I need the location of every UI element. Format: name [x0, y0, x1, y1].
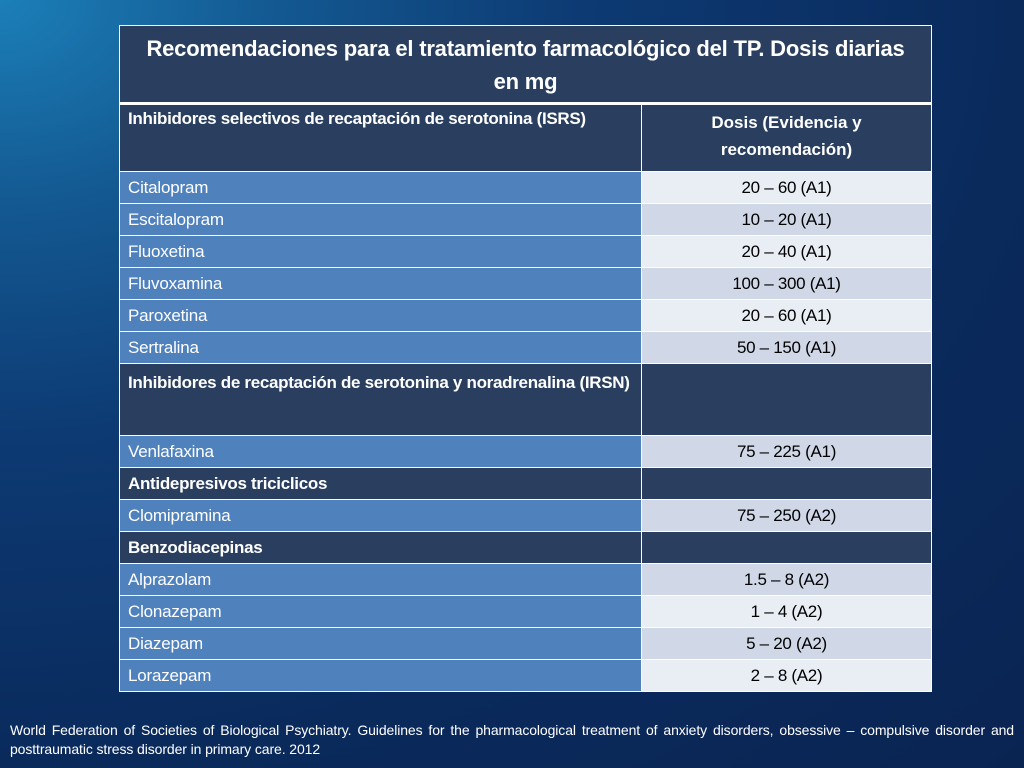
drug-name: Diazepam	[120, 628, 642, 660]
header-row	[120, 104, 932, 172]
title-row	[120, 26, 932, 104]
drug-dose: 100 – 300 (A1)	[642, 268, 932, 300]
drug-dose: 2 – 8 (A2)	[642, 660, 932, 692]
category-empty-cell	[642, 468, 932, 500]
drug-dose: 20 – 60 (A1)	[642, 300, 932, 332]
drug-dose: 20 – 60 (A1)	[642, 172, 932, 204]
drug-name: Clomipramina	[120, 500, 642, 532]
drug-name: Escitalopram	[120, 204, 642, 236]
table-row	[120, 236, 932, 268]
table-row	[120, 500, 932, 532]
drug-dose: 20 – 40 (A1)	[642, 236, 932, 268]
header-category: Inhibidores selectivos de recaptación de serotonina (ISRS)	[120, 104, 642, 172]
drug-name: Lorazepam	[120, 660, 642, 692]
category-label-tca: Antidepresivos triciclicos	[120, 468, 642, 500]
table-row	[120, 564, 932, 596]
table-row	[120, 332, 932, 364]
category-empty-cell	[642, 532, 932, 564]
drug-dose: 75 – 225 (A1)	[642, 436, 932, 468]
table-row	[120, 204, 932, 236]
table-row	[120, 268, 932, 300]
category-label-bzd: Benzodiacepinas	[120, 532, 642, 564]
citation-text: World Federation of Societies of Biological Psychiatry. Guidelines for the pharmacological treatment of anxiety disorders, obsessive – compulsive disorder and posttraumatic stress disorder in primary care. 2012	[10, 722, 1014, 757]
drug-name: Fluoxetina	[120, 236, 642, 268]
category-label-irsn: Inhibidores de recaptación de serotonina y noradrenalina (IRSN)	[120, 364, 642, 436]
table-row	[120, 172, 932, 204]
header-dose: Dosis (Evidencia y recomendación)	[642, 104, 932, 172]
table-row	[120, 436, 932, 468]
dosage-table-container	[119, 25, 931, 692]
table-title: Recomendaciones para el tratamiento farmacológico del TP. Dosis diarias en mg	[120, 26, 932, 104]
category-row-tca	[120, 468, 932, 500]
drug-dose: 1 – 4 (A2)	[642, 596, 932, 628]
drug-dose: 1.5 – 8 (A2)	[642, 564, 932, 596]
table-row	[120, 628, 932, 660]
drug-dose: 75 – 250 (A2)	[642, 500, 932, 532]
category-row-bzd	[120, 532, 932, 564]
drug-name: Venlafaxina	[120, 436, 642, 468]
category-row-irsn	[120, 364, 932, 436]
drug-dose: 50 – 150 (A1)	[642, 332, 932, 364]
drug-name: Fluvoxamina	[120, 268, 642, 300]
table-row	[120, 300, 932, 332]
drug-name: Clonazepam	[120, 596, 642, 628]
drug-dose: 5 – 20 (A2)	[642, 628, 932, 660]
category-empty-cell	[642, 364, 932, 436]
table-row	[120, 596, 932, 628]
drug-name: Sertralina	[120, 332, 642, 364]
drug-name: Alprazolam	[120, 564, 642, 596]
table-row	[120, 660, 932, 692]
drug-dose: 10 – 20 (A1)	[642, 204, 932, 236]
dosage-table	[119, 25, 932, 692]
drug-name: Paroxetina	[120, 300, 642, 332]
drug-name: Citalopram	[120, 172, 642, 204]
